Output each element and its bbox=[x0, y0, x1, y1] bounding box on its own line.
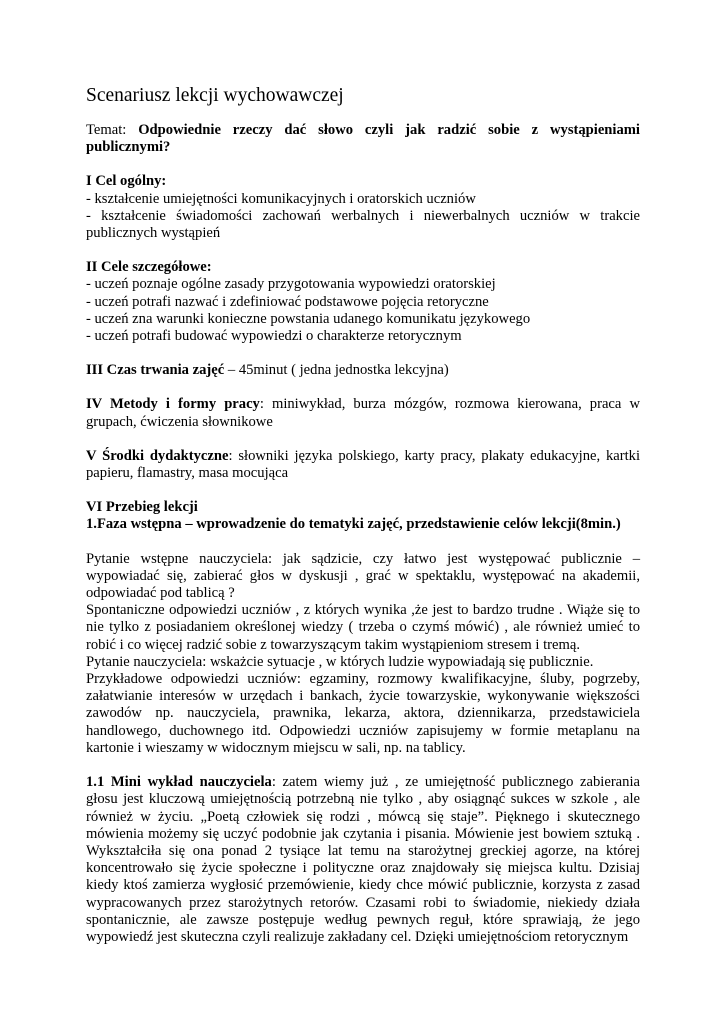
phase-introduction bbox=[86, 551, 640, 757]
list-item: - uczeń potrafi nazwać i zdefiniować podstawowe pojęcia retoryczne bbox=[86, 293, 489, 310]
section-heading: I Cel ogólny: bbox=[86, 173, 167, 190]
phase-heading: 1.Faza wstępna – wprowadzenie do tematyki zajęć, przedstawienie celów lekcji(8min.) bbox=[86, 516, 621, 533]
section-methods bbox=[86, 396, 640, 430]
section-heading: III Czas trwania zajęć bbox=[86, 362, 225, 379]
mini-lecture bbox=[86, 774, 640, 946]
topic-text: Odpowiednie rzeczy dać słowo czyli jak radzić sobie z wystąpieniami publicznymi? bbox=[86, 122, 640, 156]
section-text: – 45minut ( jedna jednostka lekcyjna) bbox=[224, 362, 449, 379]
section-duration bbox=[86, 362, 640, 379]
paragraph: Spontaniczne odpowiedzi uczniów , z których wynika ,że jest to bardzo trudne . Wiąże się to nie tylko z posiadaniem określonej wiedzy ( trzeba o czymś mówić) , ale również umieć to robić i co więcej radzić sobie z towarzyszącym takim wystąpieniom stresem i tremą. bbox=[86, 602, 640, 653]
section-heading: IV Metody i formy pracy bbox=[86, 396, 260, 413]
section-materials bbox=[86, 448, 640, 482]
list-item: - uczeń potrafi budować wypowiedzi o charakterze retorycznym bbox=[86, 328, 462, 345]
section-specific-goals bbox=[86, 259, 640, 345]
lesson-topic bbox=[86, 122, 640, 156]
section-text: : słowniki języka polskiego, karty pracy, plakaty edukacyjne, kartki papieru, flamastry, masa mocująca bbox=[86, 447, 641, 482]
section-heading: V Środki dydaktyczne bbox=[86, 447, 229, 464]
section-heading: VI Przebieg lekcji bbox=[86, 499, 198, 516]
mini-lecture-heading: 1.1 Mini wykład nauczyciela bbox=[86, 774, 272, 791]
topic-label: Temat: bbox=[86, 122, 127, 138]
list-item: - uczeń zna warunki konieczne powstania udanego komunikatu językowego bbox=[86, 310, 531, 327]
list-item: - uczeń poznaje ogólne zasady przygotowania wypowiedzi oratorskiej bbox=[86, 276, 496, 293]
list-item: - kształcenie świadomości zachowań werbalnych i niewerbalnych uczniów w trakcie publicznych wystąpień bbox=[86, 207, 640, 242]
paragraph: Pytanie nauczyciela: wskażcie sytuacje , w których ludzie wypowiadają się publicznie. bbox=[86, 653, 594, 670]
section-general-goal bbox=[86, 173, 640, 242]
paragraph: Przykładowe odpowiedzi uczniów: egzaminy, rozmowy kwalifikacyjne, śluby, pogrzeby, załatwianie interesów w urzędach i bankach, życie towarzyskie, wykonywanie większości zawodów np. nauczyciela, prawnika, lekarza, aktora, dziennikarza, przedstawiciela handlowego, duchownego itd. Odpowiedzi uczniów zapisujemy w formie metaplanu na kartonie i wieszamy w widocznym miejscu w sali, np. na tablicy. bbox=[86, 671, 640, 756]
list-item: - kształcenie umiejętności komunikacyjnych i oratorskich uczniów bbox=[86, 190, 476, 207]
section-heading: II Cele szczegółowe: bbox=[86, 259, 212, 276]
section-text: : miniwykład, burza mózgów, rozmowa kierowana, praca w grupach, ćwiczenia słownikowe bbox=[86, 396, 640, 430]
document-title: Scenariusz lekcji wychowawczej bbox=[86, 85, 344, 106]
section-lesson-flow bbox=[86, 499, 640, 533]
mini-lecture-text: : zatem wiemy już , ze umiejętność publicznego zabierania głosu jest kluczową umiejętnością potrzebną nie tylko , aby osiągnąć sukces w szkole , ale również w życiu. „Poetą człowiek się rodzi , mówcą się staje”. Pięknego i skutecznego mówienia możemy się uczyć podobnie jak czytania i pisania. Mówienie jest bowiem sztuką . Wykształciła się ona ponad 2 tysiące lat temu na starożytnej greckiej agorze, na której koncentrowało się życie społeczne i polityczne oraz znajdowały się miejsca kultu. Dzisiaj kiedy ktoś zamierza wygłosić przemówienie, kiedy chce mówić publicznie, korzysta z zasad wypracowanych przez starożytnych retorów. Czasami robi to świadomie, niekiedy działa spontanicznie, ale zawsze postępuje według pewnych reguł, które sprawiają, że jego wypowiedź jest skuteczna czyli realizuje zakładany cel. Dzięki umiejętnościom retorycznym bbox=[86, 774, 640, 945]
paragraph: Pytanie wstępne nauczyciela: jak sądzicie, czy łatwo jest występować publicznie – wypowiadać się, zabierać głos w dyskusji , grać w spektaklu, występować na akademii, odpowiadać pod tablicą ? bbox=[86, 550, 640, 602]
document-page bbox=[86, 84, 640, 946]
